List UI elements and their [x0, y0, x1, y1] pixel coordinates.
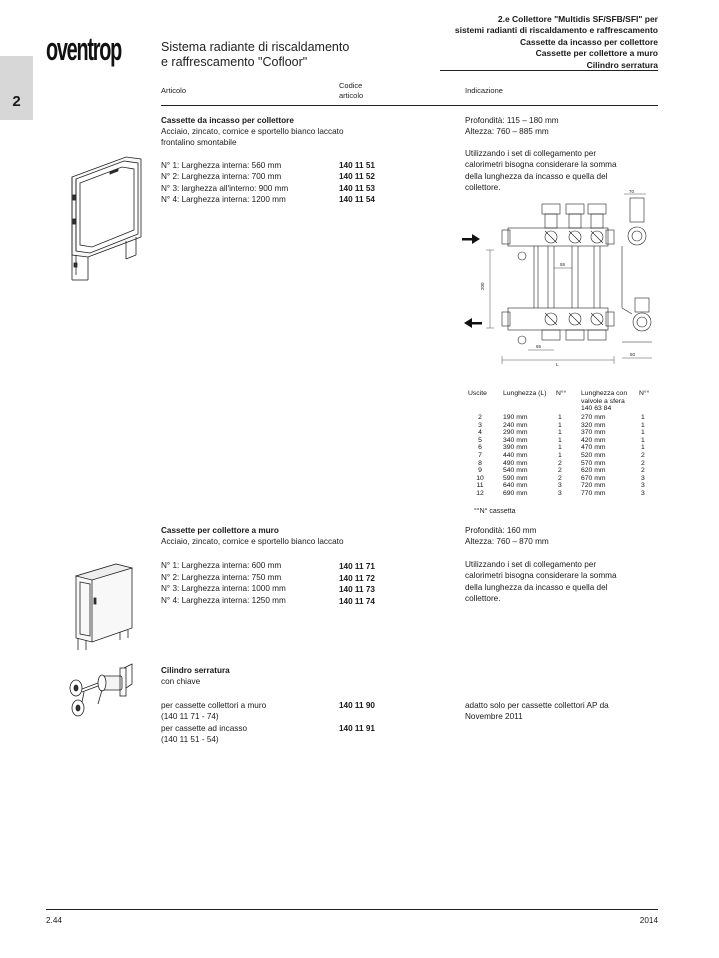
table-footnote: °°N° cassetta: [474, 508, 516, 515]
page-title-line: e raffrescamento "Cofloor": [161, 55, 308, 69]
section1-description: frontalino smontabile: [161, 138, 237, 147]
section-heading-line: 2.e Collettore "Multidis SF/SFB/SFI" per: [497, 14, 658, 24]
section2-note: della lunghezza da incasso e quella del: [465, 583, 608, 592]
table-cell: 2: [641, 459, 645, 467]
table-cell: 520 mm: [581, 452, 606, 459]
table-cell: 440 mm: [503, 452, 528, 459]
table-cell: 2: [641, 467, 645, 475]
section3-note: adatto solo per cassette collettori AP da: [465, 701, 609, 710]
section1-note: della lunghezza da incasso e quella del: [465, 172, 608, 181]
section2-item-label: N° 2: Larghezza interna: 750 mm: [161, 573, 282, 582]
table-cell: 12: [476, 490, 484, 497]
section1-note: collettore.: [465, 183, 501, 192]
section3-item-code: 140 11 91: [339, 724, 375, 733]
table-cell: 3: [641, 474, 645, 482]
section3-item-label: per cassette collettori a muro: [161, 701, 267, 710]
column-header-divider: [161, 105, 658, 106]
table-cell: 6: [478, 444, 482, 452]
page-title-line: Sistema radiante di riscaldamento: [161, 40, 350, 54]
section-heading-line: Cilindro serratura: [586, 59, 658, 70]
table-cell: 1: [641, 421, 645, 429]
section3-description: con chiave: [161, 677, 201, 686]
table-cell: 620 mm: [581, 467, 606, 475]
table-header: Uscite: [468, 390, 487, 397]
brand-logo: oventrop: [46, 31, 121, 67]
table-cell: 2: [641, 452, 645, 459]
flush-cabinet-image: [66, 155, 146, 285]
section1-description: Acciaio, zincato, cornice e sportello bianco laccato: [161, 127, 344, 136]
section2-item-label: N° 1: Larghezza interna: 600 mm: [161, 561, 282, 570]
table-cell: 720 mm: [581, 482, 606, 490]
table-cell: 320 mm: [581, 421, 606, 429]
section1-note: Utilizzando i set di collegamento per: [465, 149, 597, 158]
table-cell: 690 mm: [503, 490, 528, 497]
table-cell: 2: [558, 467, 562, 475]
drawing-label: 70: [629, 189, 635, 194]
table-cell: 3: [558, 490, 562, 497]
table-cell: 3: [641, 490, 645, 497]
column-header-code-line: Codice: [339, 81, 363, 90]
section-heading: [455, 14, 658, 71]
section1-note: calorimetri bisogna considerare la somma: [465, 160, 617, 169]
section1-item-label: N° 3: larghezza all'interno: 900 mm: [161, 184, 289, 193]
section2-title: Cassette per collettore a muro: [161, 526, 279, 535]
section-heading-line: sistemi radianti di riscaldamento e raffrescamento: [454, 25, 658, 36]
table-cell: 270 mm: [581, 414, 606, 421]
footer-divider: [46, 909, 658, 910]
section2-note: collettore.: [465, 594, 501, 603]
section2-depth: Profondità: 160 mm: [465, 526, 537, 535]
table-cell: 240 mm: [503, 421, 528, 429]
page-title: [161, 40, 349, 70]
table-cell: 5: [478, 436, 482, 444]
table-cell: 7: [478, 452, 482, 459]
header-divider: [440, 70, 658, 71]
table-cell: 2: [558, 474, 562, 482]
table-cell: 470 mm: [581, 444, 606, 452]
section2-note: Utilizzando i set di collegamento per: [465, 560, 597, 569]
section1-depth: Profondità: 115 – 180 mm: [465, 116, 559, 125]
table-header-line: 140 63 84: [581, 405, 612, 413]
section2-description: Acciaio, zincato, cornice e sportello bianco laccato: [161, 537, 344, 546]
section2-item-label: N° 4: Larghezza interna: 1250 mm: [161, 596, 286, 605]
table-cell: 570 mm: [581, 459, 606, 467]
section-heading-line: Cassette da incasso per collettore: [520, 36, 658, 47]
column-header-code: [339, 81, 363, 100]
footer-year: 2014: [639, 916, 658, 925]
table-cell: 1: [641, 429, 645, 437]
table-cell: 3: [558, 482, 562, 490]
table-cell: 770 mm: [581, 490, 606, 497]
table-cell: 590 mm: [503, 474, 528, 482]
outlets-table: [468, 390, 658, 510]
table-cell: 1: [641, 414, 645, 421]
section3-title: Cilindro serratura: [161, 666, 230, 675]
table-cell: 670 mm: [581, 474, 606, 482]
drawing-label: 200: [480, 282, 485, 290]
table-header: [581, 390, 627, 413]
section2-height: Altezza: 760 – 870 mm: [465, 537, 549, 546]
section1-item-code: 140 11 53: [339, 184, 375, 193]
column-header-code-line: articolo: [339, 90, 364, 100]
section2-item-code: 140 11 71: [339, 562, 375, 571]
section3-item-sub: (140 11 51 - 54): [161, 735, 219, 744]
chapter-tab: [0, 56, 33, 120]
table-cell: 1: [558, 444, 562, 452]
table-cell: 9: [478, 467, 482, 475]
section3-item-label: per cassette ad incasso: [161, 724, 248, 733]
table-cell: 10: [476, 474, 484, 482]
table-cell: 1: [558, 414, 562, 421]
section2-item-label: N° 3: Larghezza interna: 1000 mm: [161, 584, 286, 593]
table-cell: 370 mm: [581, 429, 606, 437]
table-cell: 190 mm: [503, 414, 528, 421]
table-header-line: Lunghezza con: [581, 390, 628, 397]
table-cell: 3: [478, 421, 482, 429]
column-header-article: Articolo: [161, 86, 187, 95]
section3-item-code: 140 11 90: [339, 701, 375, 710]
table-cell: 1: [558, 421, 562, 429]
column-header-indication: Indicazione: [465, 86, 503, 95]
table-cell: 640 mm: [503, 482, 528, 490]
table-cell: 1: [641, 444, 645, 452]
lock-cylinder-image: [62, 662, 142, 720]
section1-item-label: N° 2: Larghezza interna: 700 mm: [161, 172, 282, 181]
section2-note: calorimetri bisogna considerare la somma: [465, 571, 617, 580]
section2-item-code: 140 11 74: [339, 597, 375, 606]
table-cell: 8: [478, 459, 482, 467]
table-cell: 490 mm: [503, 459, 528, 467]
table-cell: 1: [558, 429, 562, 437]
section1-item-code: 140 11 54: [339, 195, 375, 204]
table-cell: 420 mm: [581, 436, 606, 444]
table-header: N°°: [556, 390, 567, 397]
manifold-technical-drawing: [460, 190, 660, 370]
drawing-label: 50: [630, 352, 636, 357]
section1-item-label: N° 4: Larghezza interna: 1200 mm: [161, 195, 286, 204]
section2-item-code: 140 11 73: [339, 585, 375, 594]
section1-item-code: 140 11 51: [339, 161, 375, 170]
wall-cabinet-image: [72, 562, 136, 652]
table-cell: 540 mm: [503, 467, 528, 475]
section3-item-sub: (140 11 71 - 74): [161, 712, 219, 721]
section2-item-code: 140 11 72: [339, 574, 375, 583]
table-cell: 340 mm: [503, 436, 528, 444]
drawing-label: 55: [560, 262, 566, 267]
table-cell: 1: [558, 452, 562, 459]
drawing-label: L: [556, 362, 559, 367]
section1-item-code: 140 11 52: [339, 172, 375, 181]
table-cell: 2: [478, 414, 482, 421]
page-number: 2.44: [46, 916, 62, 925]
table-cell: 290 mm: [503, 429, 528, 437]
drawing-label: 65: [536, 344, 542, 349]
table-cell: 390 mm: [503, 444, 528, 452]
table-header-line: valvole a sfera: [581, 397, 625, 405]
section3-note: Novembre 2011: [465, 712, 523, 721]
chapter-number: 2: [12, 93, 21, 110]
section1-title: Cassette da incasso per collettore: [161, 116, 294, 125]
section1-item-label: N° 1: Larghezza interna: 560 mm: [161, 161, 282, 170]
table-header: Lunghezza (L): [503, 390, 547, 397]
table-cell: 1: [641, 436, 645, 444]
section1-height: Altezza: 760 – 885 mm: [465, 127, 549, 136]
table-cell: 4: [478, 429, 482, 437]
table-header: N°°: [639, 390, 650, 397]
table-cell: 11: [476, 482, 484, 490]
table-cell: 3: [641, 482, 645, 490]
table-cell: 1: [558, 436, 562, 444]
section-heading-line: Cassette per collettore a muro: [535, 48, 658, 59]
table-cell: 2: [558, 459, 562, 467]
